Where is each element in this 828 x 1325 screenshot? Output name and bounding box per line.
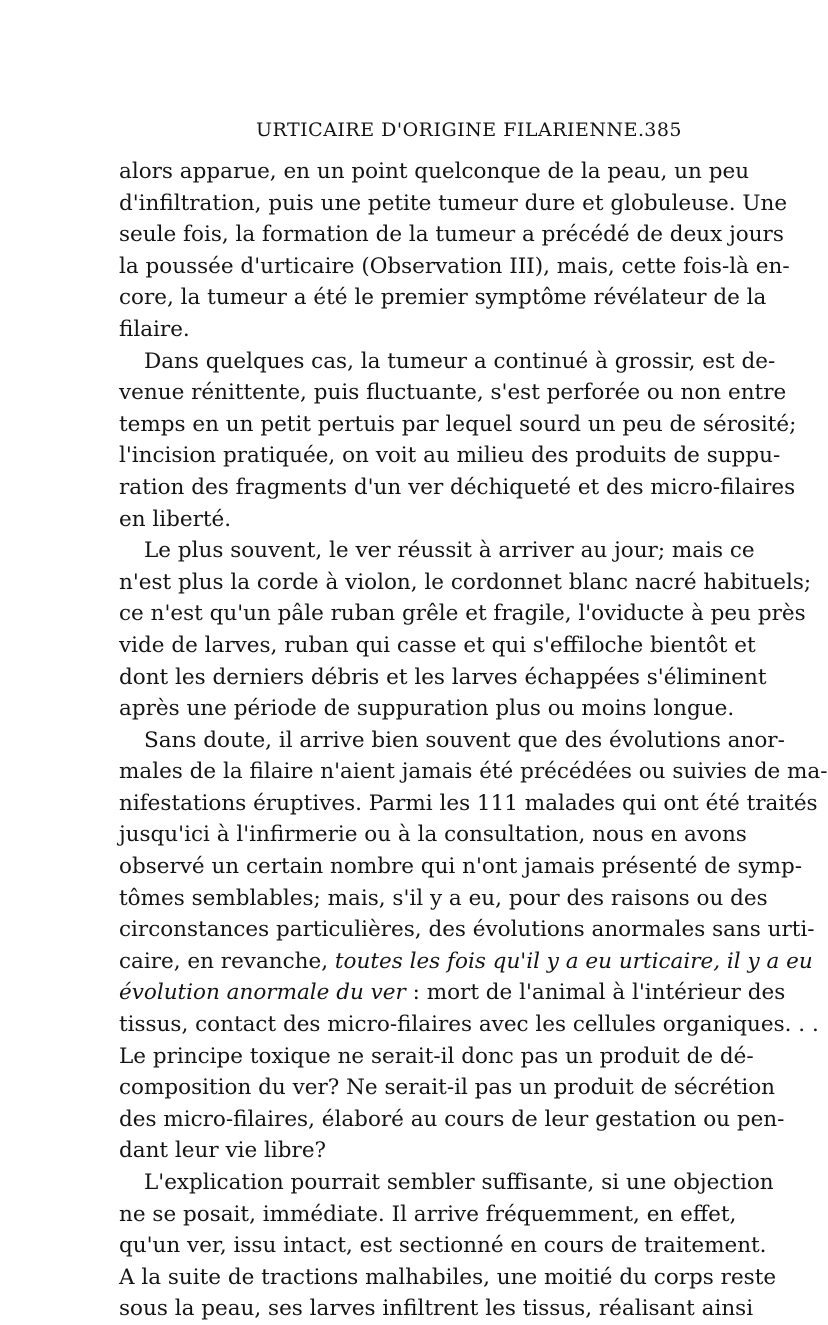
text-line: males de la filaire n'aient jamais été précédées ou suivies de ma- xyxy=(119,759,828,785)
text-line: composition du ver? Ne serait-il pas un produit de sécrétion xyxy=(119,1075,776,1101)
text-line: qu'un ver, issu intact, est sectionné en cours de traitement. xyxy=(119,1233,767,1259)
text-line: jusqu'ici à l'infirmerie ou à la consultation, nous en avons xyxy=(119,822,747,848)
body-text xyxy=(119,156,828,1325)
text-line xyxy=(119,977,786,1009)
text-line: d'infiltration, puis une petite tumeur dure et globuleuse. Une xyxy=(119,190,788,216)
running-head xyxy=(120,119,682,145)
text-line: core, la tumeur a été le premier symptôme révélateur de la xyxy=(119,285,767,311)
text-line: Le principe toxique ne serait-il donc pas un produit de dé- xyxy=(119,1043,754,1069)
text-line: dont les derniers débris et les larves échappées s'éliminent xyxy=(119,664,767,690)
text-line: vide de larves, ruban qui casse et qui s'effiloche bientôt et xyxy=(119,632,756,658)
text-line: sous la peau, ses larves infiltrent les tissus, réalisant ainsi xyxy=(119,1296,754,1322)
page-number: 385 xyxy=(644,119,682,141)
text-line: filaire. xyxy=(119,316,190,342)
text-line: seule fois, la formation de la tumeur a précédé de deux jours xyxy=(119,222,784,248)
text-line: après une période de suppuration plus ou moins longue. xyxy=(119,696,735,722)
text-line: en liberté. xyxy=(119,506,232,532)
italic-emphasis: évolution anormale du ver xyxy=(119,980,406,1006)
text-line: ce n'est qu'un pâle ruban grêle et fragile, l'oviducte à peu près xyxy=(119,601,806,627)
text-line: tômes semblables; mais, s'il y a eu, pour des raisons ou des xyxy=(119,885,768,911)
text-line: circonstances particulières, des évolutions anormales sans urti- xyxy=(119,917,815,943)
italic-emphasis: , il y a eu xyxy=(713,948,813,974)
text-line: ration des fragments d'un ver déchiqueté et des micro-filaires xyxy=(119,474,796,500)
text-line: L'explication pourrait sembler suffisante, si une objection xyxy=(144,1170,774,1195)
text-line: temps en un petit pertuis par lequel sourd un peu de sérosité; xyxy=(119,411,797,437)
text-run: caire, en revanche, xyxy=(119,948,335,974)
text-line: venue rénittente, puis fluctuante, s'est perforée ou non entre xyxy=(119,380,787,406)
text-line: Le plus souvent, le ver réussit à arriver au jour; mais ce xyxy=(144,538,755,564)
text-line: ne se posait, immédiate. Il arrive fréquemment, en effet, xyxy=(119,1201,737,1227)
text-line xyxy=(119,946,813,978)
text-line: nifestations éruptives. Parmi les 111 malades qui ont été traités xyxy=(119,790,818,816)
text-line: Sans doute, il arrive bien souvent que des évolutions anor- xyxy=(144,727,785,753)
text-line: dant leur vie libre? xyxy=(119,1138,327,1164)
text-line: alors apparue, en un point quelconque de la peau, un peu xyxy=(119,159,750,184)
italic-emphasis: toutes les fois qu'il y a eu urticaire xyxy=(334,948,714,974)
text-line: Dans quelques cas, la tumeur a continué à grossir, est de- xyxy=(144,348,776,374)
text-line: observé un certain nombre qui n'ont jamais présenté de symp- xyxy=(119,854,803,880)
text-line: la poussée d'urticaire (Observation III), mais, cette fois-là en- xyxy=(119,253,790,279)
text-line: des micro-filaires, élaboré au cours de leur gestation ou pen- xyxy=(119,1106,785,1132)
text-line: A la suite de tractions malhabiles, une moitié du corps reste xyxy=(119,1264,777,1290)
text-line: tissus, contact des micro-filaires avec les cellules organiques. . . xyxy=(119,1012,819,1038)
text-line: l'incision pratiquée, on voit au milieu des produits de suppu- xyxy=(119,443,781,469)
text-run: : mort de l'animal à l'intérieur des xyxy=(405,980,786,1006)
text-line: n'est plus la corde à violon, le cordonnet blanc nacré habituels; xyxy=(119,569,812,595)
running-title: URTICAIRE D'ORIGINE FILARIENNE. xyxy=(256,119,645,141)
